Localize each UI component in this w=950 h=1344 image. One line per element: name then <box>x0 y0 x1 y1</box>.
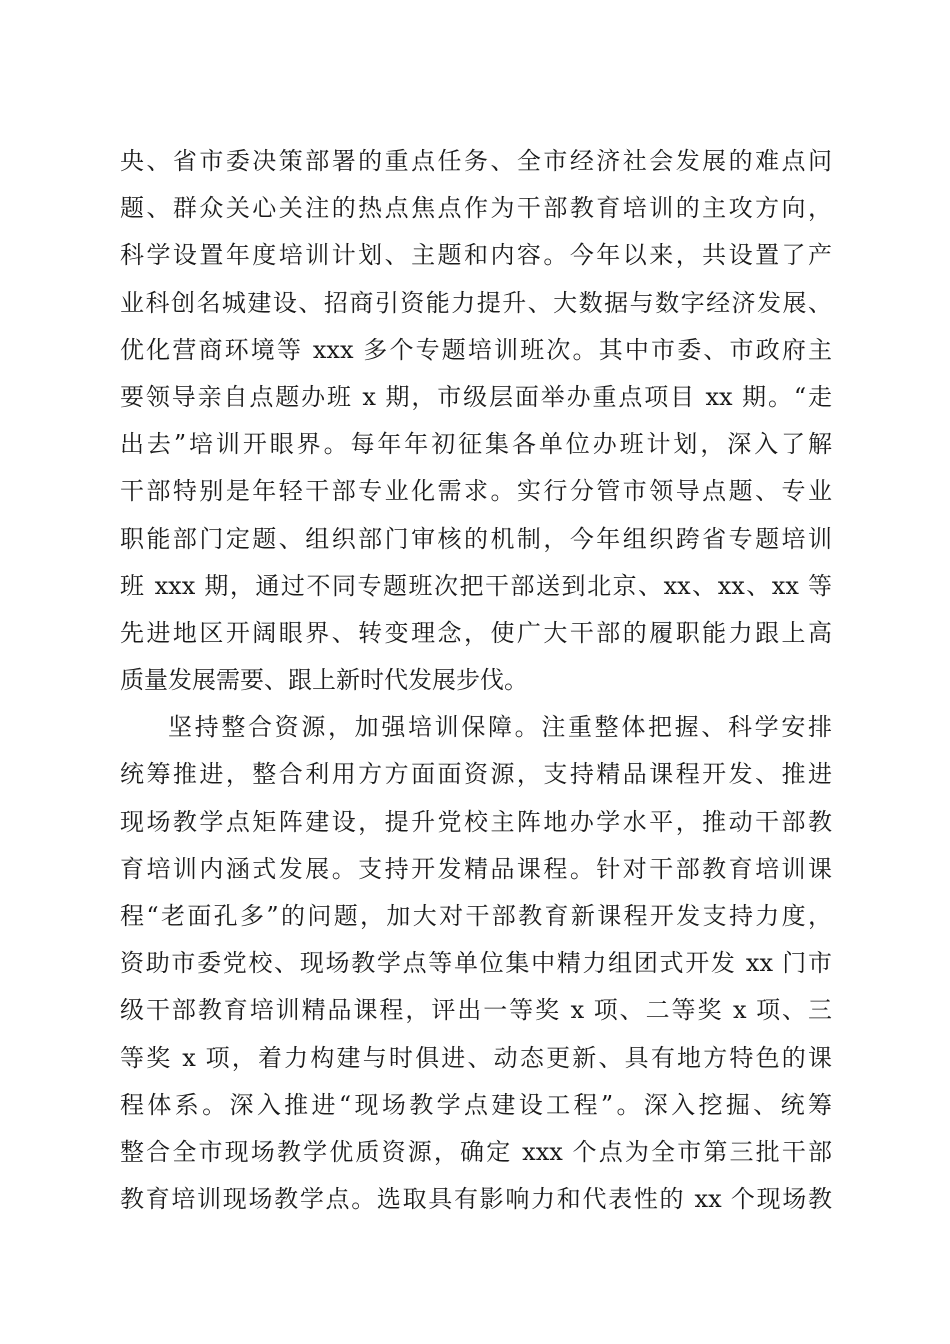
text-line: 干部特别是年轻干部专业化需求。实行分管市领导点题、专业 <box>120 477 832 506</box>
text-line: 等奖 x 项，着力构建与时俱进、动态更新、具有地方特色的课 <box>120 1043 832 1072</box>
text-line: 育培训内涵式发展。支持开发精品课程。针对干部教育培训课 <box>120 854 832 883</box>
text-line: 资助市委党校、现场教学点等单位集中精力组团式开发 xx 门市 <box>120 949 832 978</box>
text-line: 教育培训现场教学点。选取具有影响力和代表性的 xx 个现场教 <box>120 1185 832 1214</box>
paragraph-2 <box>120 704 832 1223</box>
text-line: 要领导亲自点题办班 x 期，市级层面举办重点项目 xx 期。“走 <box>120 382 832 411</box>
text-line: 级干部教育培训精品课程，评出一等奖 x 项、二等奖 x 项、三 <box>120 996 832 1025</box>
text-line: 职能部门定题、组织部门审核的机制，今年组织跨省专题培训 <box>120 524 832 553</box>
text-line: 优化营商环境等 xxx 多个专题培训班次。其中市委、市政府主 <box>120 335 832 364</box>
text-line: 先进地区开阔眼界、转变理念，使广大干部的履职能力跟上高 <box>120 618 832 647</box>
text-line: 程体系。深入推进“现场教学点建设工程”。深入挖掘、统筹 <box>120 1090 832 1119</box>
text-line: 业科创名城建设、招商引资能力提升、大数据与数字经济发展、 <box>120 288 832 317</box>
text-line: 班 xxx 期，通过不同专题班次把干部送到北京、xx、xx、xx 等 <box>120 571 832 600</box>
text-line: 整合全市现场教学优质资源，确定 xxx 个点为全市第三批干部 <box>120 1137 832 1166</box>
document-body <box>120 138 832 1223</box>
paragraph-1 <box>120 138 832 704</box>
text-line: 统筹推进，整合利用方方面面资源，支持精品课程开发、推进 <box>120 760 832 789</box>
text-line: 科学设置年度培训计划、主题和内容。今年以来，共设置了产 <box>120 241 832 270</box>
text-line: 现场教学点矩阵建设，提升党校主阵地办学水平，推动干部教 <box>120 807 832 836</box>
text-line: 坚持整合资源，加强培训保障。注重整体把握、科学安排 <box>168 713 832 742</box>
text-line: 题、群众关心关注的热点焦点作为干部教育培训的主攻方向， <box>120 194 832 223</box>
text-line: 质量发展需要、跟上新时代发展步伐。 <box>120 666 528 695</box>
text-line: 程“老面孔多”的问题，加大对干部教育新课程开发支持力度， <box>120 902 832 930</box>
text-line: 出去”培训开眼界。每年年初征集各单位办班计划，深入了解 <box>120 430 832 459</box>
text-line: 央、省市委决策部署的重点任务、全市经济社会发展的难点问 <box>120 147 832 175</box>
